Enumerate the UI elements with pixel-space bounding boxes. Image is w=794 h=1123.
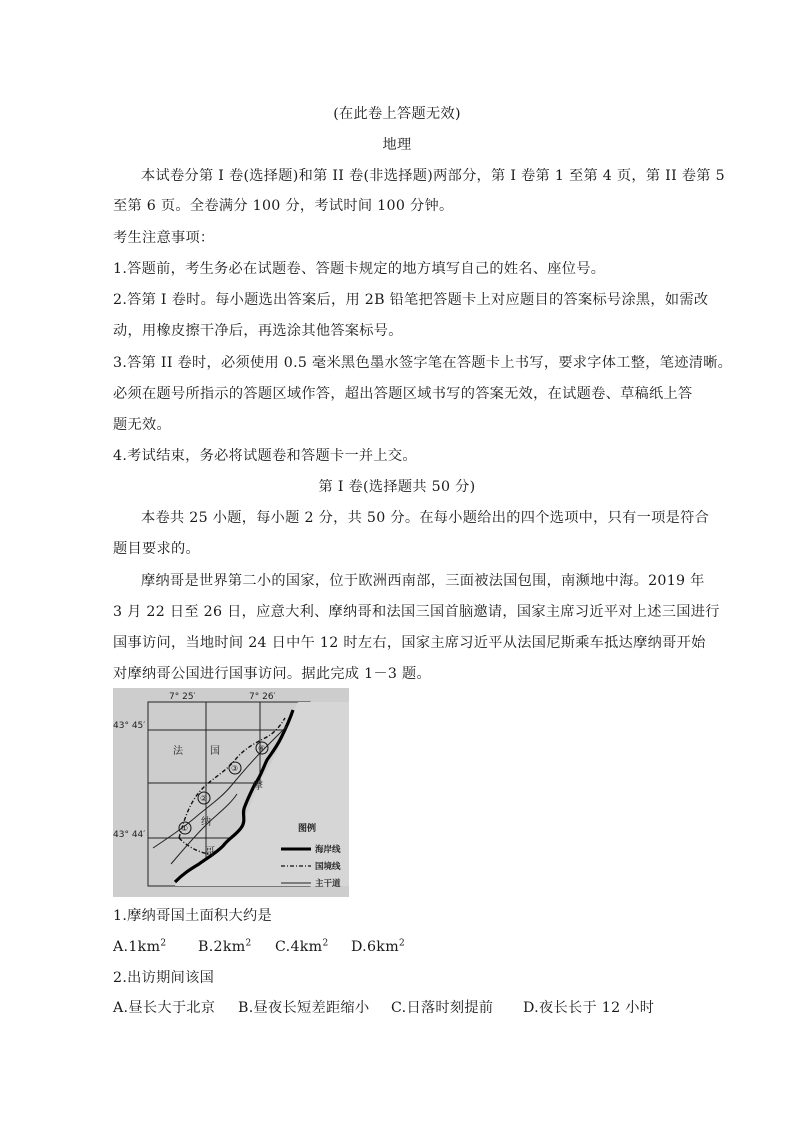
passage-line: 对摩纳哥公国进行国事访问。据此完成 1－3 题。: [113, 666, 432, 682]
map-drawing: [113, 688, 349, 897]
marker-label: ②: [200, 794, 208, 803]
intro-line-1: 本试卷分第 I 卷(选择题)和第 II 卷(非选择题)两部分，第 I 卷第 1 至第 4 页，第 II 卷第 5: [141, 168, 725, 184]
lat-label: 43° 44′: [113, 830, 146, 840]
notes-item: 1.答题前，考生务必在试题卷、答题卡规定的地方填写自己的姓名、座位号。: [113, 261, 606, 277]
region-label: 法: [173, 746, 183, 757]
region-label: 摩: [253, 781, 263, 792]
option-c: C.日落时刻提前: [391, 1000, 494, 1016]
lon-label: 7° 25′: [169, 692, 196, 702]
marker-label: ④: [258, 744, 266, 753]
question-options: [113, 998, 683, 1018]
passage-line: 3 月 22 日至 26 日，应意大利、摩纳哥和法国三国首脑邀请，国家主席习近平对上述三国进行: [113, 604, 720, 620]
notes-item: 4.考试结束，务必将试题卷和答题卡一并上交。: [113, 448, 417, 464]
legend-label: 国境线: [315, 862, 341, 872]
option-text: C.4km: [275, 939, 323, 955]
notes-item: 动，用橡皮擦干净后，再选涂其他答案标号。: [113, 323, 403, 339]
option-b: B.昼夜长短差距缩小: [238, 1000, 370, 1016]
notes-item: 2.答第 I 卷时。每小题选出答案后，用 2B 铅笔把答题卡上对应题目的答案标号涂黑，如需改: [113, 292, 709, 308]
passage-line: 国事访问，当地时间 24 日中午 12 时左右，国家主席习近平从法国尼斯乘车抵达摩纳哥开始: [113, 635, 706, 651]
option-a: [113, 937, 166, 957]
monaco-map: [113, 688, 349, 897]
header-notice: (在此卷上答题无效): [333, 106, 461, 122]
option-a: A.昼长大于北京: [113, 1000, 216, 1016]
option-d: [351, 937, 405, 957]
region-label: 哥: [205, 847, 215, 858]
option-sup: 2: [160, 938, 167, 949]
option-sup: 2: [245, 938, 252, 949]
section-desc-2: 题目要求的。: [113, 541, 200, 557]
option-text: B.2km: [198, 939, 246, 955]
notes-title: 考生注意事项：: [113, 230, 215, 246]
question-stem: 2.出访期间该国: [113, 970, 215, 986]
passage-line: 摩纳哥是世界第二小的国家，位于欧洲西南部，三面被法国包围，南濒地中海。2019 年: [141, 573, 705, 589]
option-c: [275, 937, 328, 957]
option-b: [198, 937, 252, 957]
option-d: D.夜长长于 12 小时: [523, 1000, 655, 1016]
notes-item: 必须在题号所指示的答题区域作答，超出答题区域书写的答案无效，在试题卷、草稿纸上答: [113, 386, 693, 402]
marker-label: ①: [181, 824, 189, 833]
intro-line-2: 至第 6 页。全卷满分 100 分，考试时间 100 分钟。: [113, 198, 454, 214]
notes-item: 题无效。: [113, 417, 171, 433]
legend-label: 海岸线: [315, 845, 341, 855]
lat-label: 43° 45′: [113, 721, 146, 731]
question-stem: 1.摩纳哥国土面积大约是: [113, 908, 273, 924]
legend-label: 主干道: [315, 879, 341, 889]
section-title: 第 I 卷(选择题共 50 分): [318, 479, 476, 495]
option-text: D.6km: [351, 939, 399, 955]
section-desc-1: 本卷共 25 小题，每小题 2 分，共 50 分。在每小题给出的四个选项中，只有一项是符合: [141, 510, 710, 526]
option-sup: 2: [398, 938, 405, 949]
region-label: 纳: [201, 817, 211, 828]
notes-item: 3.答第 II 卷时，必须使用 0.5 毫米黑色墨水签字笔在答题卡上书写，要求字体工整，笔迹清晰。: [113, 355, 733, 371]
marker-label: ③: [231, 764, 239, 773]
region-label: 国: [210, 746, 220, 757]
question-options: [113, 937, 683, 957]
option-sup: 2: [322, 938, 329, 949]
subject-title: 地理: [382, 137, 412, 153]
legend-title: 图例: [298, 824, 317, 834]
lon-label: 7° 26′: [249, 692, 276, 702]
option-text: A.1km: [113, 939, 161, 955]
